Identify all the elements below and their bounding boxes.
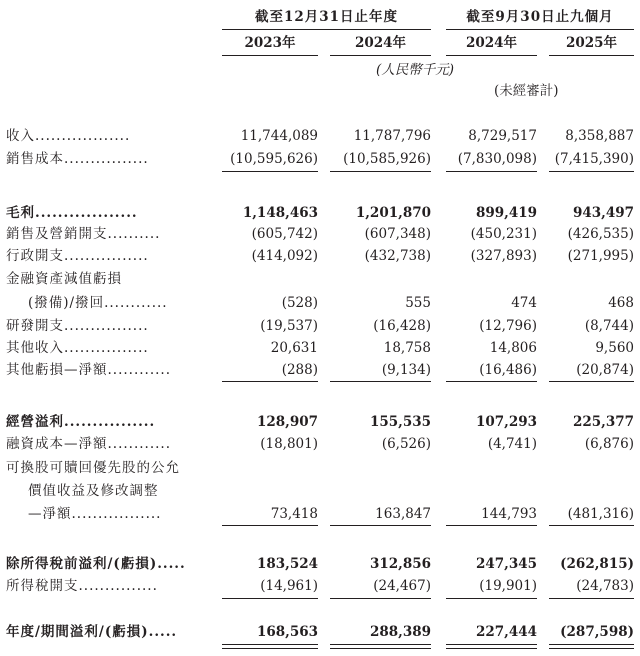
row-value: (19,901) (479, 578, 537, 594)
row-label: 年度/期間溢利/(虧損)..... (6, 624, 178, 640)
row-label: 銷售成本................ (6, 151, 149, 167)
row-value: 18,758 (383, 340, 431, 356)
row-value: (9,134) (381, 362, 431, 378)
row-value: 163,847 (375, 506, 431, 522)
table-row-other-losses (0, 359, 640, 381)
row-value: 1,148,463 (242, 205, 318, 221)
row-value: (14,961) (260, 578, 318, 594)
row-value: 107,293 (475, 414, 537, 430)
subtotal-rule (446, 525, 537, 526)
row-value: (7,830,098) (457, 151, 537, 167)
table-row-impairment-heading (0, 268, 640, 290)
row-value: (288) (281, 362, 318, 378)
table-row-operating-profit (0, 411, 640, 433)
row-label: 銷售及營銷開支.......... (6, 226, 161, 242)
row-value: (481,316) (567, 506, 634, 522)
row-value: 474 (511, 295, 537, 311)
row-label: 金融資產減值虧損 (6, 271, 122, 287)
header-year-4: 2025年 (565, 35, 618, 51)
row-label: 除所得稅前溢利/(虧損)..... (6, 556, 186, 572)
row-value: 20,631 (270, 340, 318, 356)
row-value: 555 (405, 295, 431, 311)
header-group-year: 截至12月31日止年度 (254, 9, 399, 25)
row-value: (271,995) (567, 248, 634, 264)
row-label: 其他虧損—淨額............ (6, 362, 171, 378)
row-value: 8,358,887 (565, 128, 634, 144)
row-label: 經營溢利................ (6, 414, 156, 430)
header-year-1: 2023年 (244, 35, 296, 51)
row-value: (528) (281, 295, 318, 311)
table-row-profit-for-period (0, 621, 640, 643)
total-double-rule (446, 644, 537, 649)
subtotal-rule (222, 381, 318, 382)
row-value: (605,742) (251, 226, 318, 242)
row-value: 288,389 (369, 624, 431, 640)
header-year-3-rule (446, 55, 537, 56)
header-year-2-rule (330, 55, 431, 56)
subtotal-rule (446, 171, 537, 172)
row-value: 1,201,870 (355, 205, 431, 221)
unit-label: (人民幣千元) (376, 62, 455, 78)
row-label: (撥備)/撥回............ (28, 295, 168, 311)
total-double-rule (330, 644, 431, 649)
row-value: 144,793 (481, 506, 537, 522)
table-row-fair-value-heading-2 (0, 480, 640, 502)
row-value: 183,524 (256, 556, 318, 572)
row-value: (18,801) (260, 436, 318, 452)
unaudited-label: (未經審計) (494, 83, 559, 99)
row-label: 價值收益及修改調整 (28, 483, 159, 499)
row-value: (607,348) (364, 226, 431, 242)
subtotal-rule (446, 598, 537, 599)
row-value: 943,497 (572, 205, 634, 221)
row-value: 168,563 (256, 624, 318, 640)
row-value: (24,783) (576, 578, 634, 594)
subtotal-rule (549, 525, 634, 526)
row-value: (16,486) (479, 362, 537, 378)
row-value: (24,467) (373, 578, 431, 594)
row-value: 247,345 (475, 556, 537, 572)
subtotal-rule (330, 525, 431, 526)
header-year-1-rule (222, 55, 318, 56)
subtotal-rule (549, 381, 634, 382)
row-value: (16,428) (373, 318, 431, 334)
row-value: 73,418 (270, 506, 318, 522)
subtotal-rule (222, 171, 318, 172)
header-group-nine-months-rule (446, 29, 634, 30)
row-value: (6,526) (381, 436, 431, 452)
header-year-3: 2024年 (465, 35, 518, 51)
header-group-year-rule (222, 29, 431, 30)
row-value: (10,585,926) (343, 151, 431, 167)
row-value: (20,874) (576, 362, 634, 378)
row-label: 收入.................. (6, 128, 131, 144)
table-row-gross-profit (0, 202, 640, 224)
row-value: (327,893) (470, 248, 537, 264)
row-value: (426,535) (567, 226, 634, 242)
header-year-2: 2024年 (354, 35, 407, 51)
row-label: 可換股可贖回優先股的公允 (6, 460, 180, 476)
table-row-fair-value-net (0, 503, 640, 525)
row-value: 128,907 (256, 414, 318, 430)
row-label: 行政開支................ (6, 248, 149, 264)
row-label: 其他收入................ (6, 340, 149, 356)
row-value: 14,806 (489, 340, 537, 356)
row-value: 227,444 (475, 624, 537, 640)
row-value: 9,560 (595, 340, 634, 356)
table-row-impairment (0, 292, 640, 314)
subtotal-rule (330, 171, 431, 172)
table-row-fair-value-heading-1 (0, 457, 640, 479)
row-value: (287,598) (560, 624, 634, 640)
row-value: 8,729,517 (468, 128, 537, 144)
header-group-nine-months: 截至9月30日止九個月 (466, 9, 614, 25)
row-value: (414,092) (251, 248, 318, 264)
table-row-profit-before-tax (0, 553, 640, 575)
row-value: (262,815) (560, 556, 634, 572)
row-label: 融資成本—淨額............ (6, 436, 171, 452)
subtotal-rule (222, 525, 318, 526)
row-value: 11,787,796 (353, 128, 431, 144)
table-row-rnd-expenses (0, 315, 640, 337)
subtotal-rule (330, 598, 431, 599)
table-row-revenue (0, 125, 640, 147)
row-value: (8,744) (584, 318, 634, 334)
row-value: 155,535 (369, 414, 431, 430)
total-double-rule (549, 644, 634, 649)
subtotal-rule (446, 381, 537, 382)
row-label: 研發開支................ (6, 318, 149, 334)
subtotal-rule (549, 171, 634, 172)
row-value: (6,876) (584, 436, 634, 452)
row-value: 11,744,089 (240, 128, 318, 144)
row-value: (12,796) (479, 318, 537, 334)
row-value: (7,415,390) (554, 151, 634, 167)
row-value: 899,419 (475, 205, 537, 221)
row-value: 312,856 (369, 556, 431, 572)
row-label: —淨額................. (28, 506, 162, 522)
row-value: (10,595,626) (230, 151, 318, 167)
table-row-income-tax (0, 575, 640, 597)
table-row-cost-of-sales (0, 148, 640, 170)
header-year-4-rule (549, 55, 634, 56)
table-row-finance-costs (0, 433, 640, 455)
row-value: (19,537) (260, 318, 318, 334)
subtotal-rule (549, 598, 634, 599)
row-label: 所得稅開支............... (6, 578, 158, 594)
row-value: (432,738) (364, 248, 431, 264)
table-row-other-income (0, 337, 640, 359)
total-double-rule (222, 644, 318, 649)
table-row-selling-expenses (0, 223, 640, 245)
row-label: 毛利.................. (6, 205, 138, 221)
row-value: 225,377 (572, 414, 634, 430)
subtotal-rule (222, 598, 318, 599)
row-value: (4,741) (487, 436, 537, 452)
table-row-admin-expenses (0, 245, 640, 267)
row-value: (450,231) (470, 226, 537, 242)
subtotal-rule (330, 381, 431, 382)
row-value: 468 (608, 295, 634, 311)
